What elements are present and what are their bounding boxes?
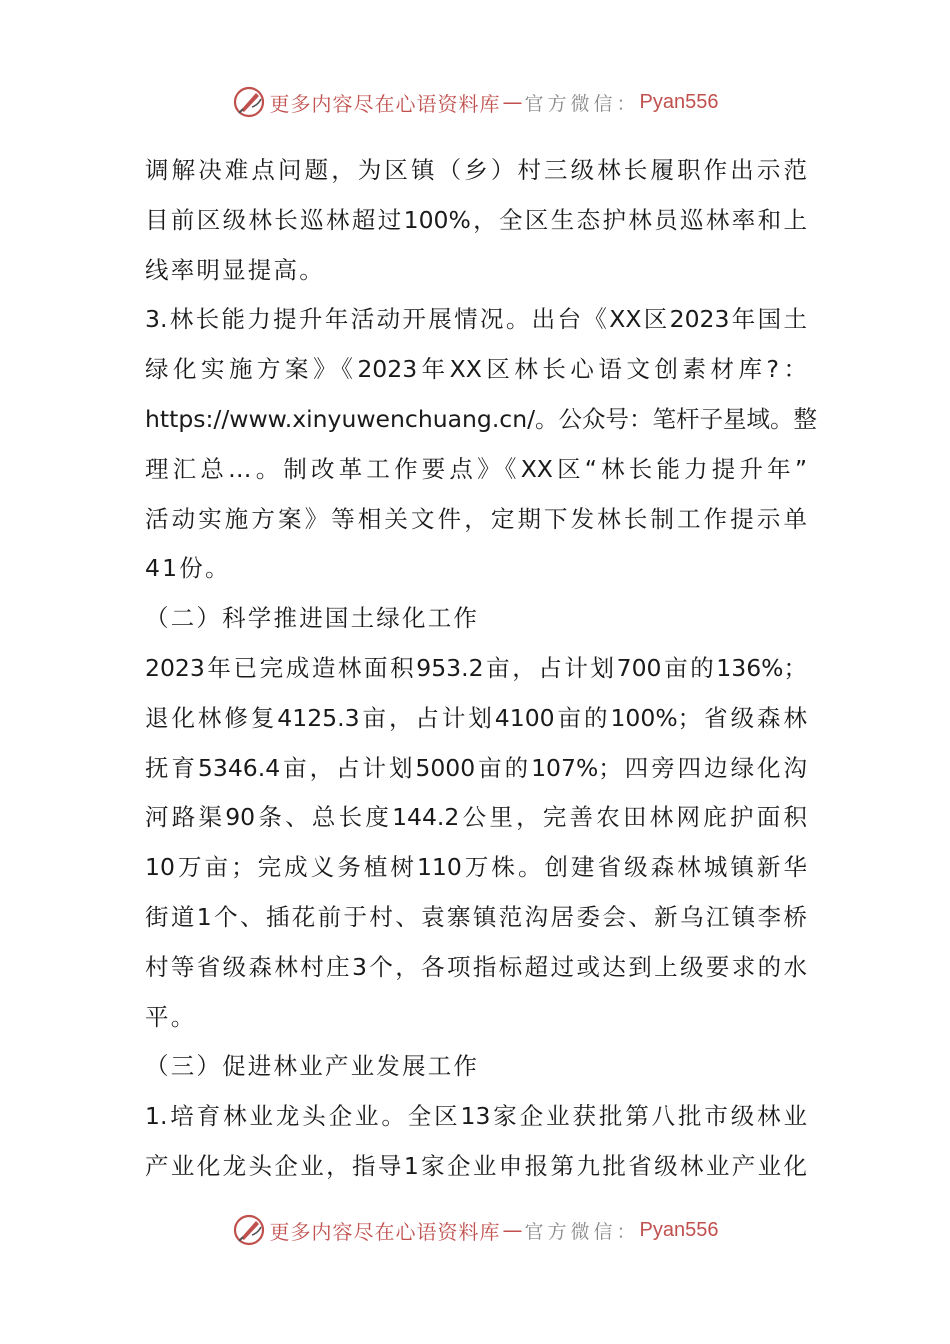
body-line: 2023年已完成造林面积953.2亩，占计划700亩的136%； (145, 653, 807, 682)
body-line: 村等省级森林村庄3个，各项指标超过或达到上级要求的水 (145, 952, 807, 981)
footer-banner (0, 1210, 950, 1250)
body-line: 3.林长能力提升年活动开展情况。出台《XX区2023年国土 (145, 305, 807, 334)
footer-slogan: 更多内容尽在心语资料库 (269, 1219, 501, 1244)
body-line: 线率明显提高。 (145, 255, 325, 284)
section-heading: （二）科学推进国土绿化工作 (145, 604, 480, 633)
header-banner (0, 82, 950, 122)
body-line-url: https://www.xinyuwenchuang.cn/。公众号：笔杆子星域。整 (145, 404, 818, 433)
body-line: 抚育5346.4亩，占计划5000亩的107%；四旁四边绿化沟 (145, 753, 807, 782)
body-line: 绿化实施方案》《2023年XX区林长心语文创素材库?： (145, 355, 807, 384)
footer-wechat-label: 官方微信： (524, 1220, 640, 1243)
body-line: 街道1个、插花前于村、袁寨镇范沟居委会、新乌江镇李桥 (145, 902, 807, 931)
body-line: 目前区级林长巡林超过100%，全区生态护林员巡林率和上 (145, 205, 807, 234)
body-line: 调解决难点问题，为区镇（乡）村三级林长履职作出示范 (145, 156, 807, 184)
body-line: 41份。 (145, 554, 231, 583)
body-line: 活动实施方案》等相关文件，定期下发林长制工作提示单 (145, 504, 807, 533)
header-wechat-label: 官方微信： (524, 92, 640, 115)
body-line: 退化林修复4125.3亩，占计划4100亩的100%；省级森林 (145, 703, 807, 732)
footer-wechat-id: Pyan556 (639, 1218, 719, 1241)
quill-pen-logo-icon (232, 1213, 266, 1247)
section-heading: （三）促进林业产业发展工作 (145, 1052, 480, 1081)
body-line: 1.培育林业龙头企业。全区13家企业获批第八批市级林业 (145, 1102, 807, 1131)
body-line: 河路渠90条、总长度144.2公里，完善农田林网庇护面积 (145, 803, 807, 832)
header-wechat-id: Pyan556 (639, 90, 719, 113)
quill-pen-logo-icon (232, 85, 266, 119)
header-slogan: 更多内容尽在心语资料库 (269, 91, 501, 116)
body-line: 产业化龙头企业，指导1家企业申报第九批省级林业产业化 (145, 1151, 807, 1180)
document-body (145, 146, 818, 1192)
header-dash: — (502, 90, 523, 114)
body-line: 10万亩；完成义务植树110万株。创建省级森林城镇新华 (145, 853, 807, 882)
footer-dash: — (502, 1218, 523, 1242)
body-line: 平。 (145, 1002, 197, 1031)
body-line: 理汇总…。制改革工作要点》《XX区“林长能力提升年” (145, 454, 807, 483)
